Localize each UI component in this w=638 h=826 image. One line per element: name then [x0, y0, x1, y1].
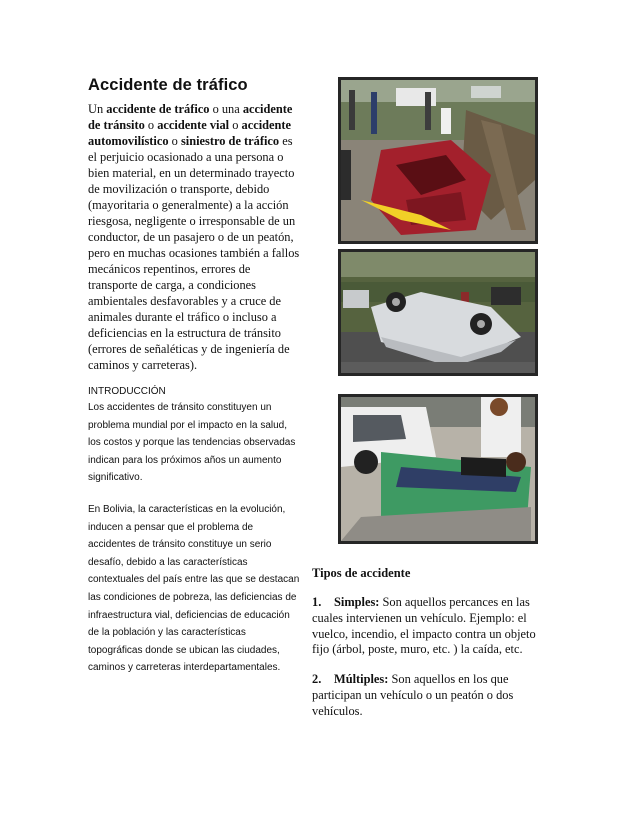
tipo-text: Son aquellos percances en las cuales intervienen un vehículo. Ejemplo: el vuelco, incendio, el impacto contra un objeto fijo (árbol, poste, muro, etc. ) la caída, etc.	[312, 595, 536, 657]
intro-text: o una	[209, 102, 243, 116]
tipo-label: Múltiples:	[334, 672, 389, 687]
tipo-number: 2.	[312, 672, 322, 687]
intro-text: Un	[88, 102, 107, 116]
tipo-label: Simples:	[334, 595, 380, 609]
tipos-heading: Tipos de accidente	[312, 566, 411, 580]
left-column	[88, 76, 300, 691]
term-accidente-automovilistico: accidente automovilístico	[88, 118, 292, 148]
term-siniestro-de-trafico: siniestro de tráfico	[180, 134, 280, 148]
term-accidente-vial: accidente vial	[157, 118, 230, 132]
introduccion-paragraph-1: Los accidentes de tránsito constituyen un problema mundial por el impacto en la salud, los costos y porque las tendencias observadas indican para los próximos años un aumento significativo.	[88, 402, 296, 484]
introduccion-heading: INTRODUCCIÓN	[88, 386, 166, 397]
photo-overturned-car	[338, 249, 538, 376]
intro-text: o	[144, 118, 158, 132]
photo-injured-person-stretcher	[338, 394, 538, 544]
term-accidente-de-transito: accidente de tránsito	[88, 102, 293, 132]
term-accidente-de-trafico: accidente de tráfico	[106, 102, 210, 116]
right-column	[312, 566, 552, 734]
photo-crashed-red-car	[338, 77, 538, 244]
definition-paragraph	[88, 101, 300, 373]
tipo-multiples	[312, 672, 552, 719]
intro-text: es el perjuicio ocasionado a una persona o bien material, en un determinado trayecto de movilización o transporte, debido (mayoritaria o generalmente) a la acción riesgosa, negligente o irresponsable de un conductor, de un pasajero o de un peatón, pero en muchas ocasiones también a fallos mecánicos repentinos, errores de transporte de carga, a condiciones ambientales desfavorables y a cruce de animales durante el tráfico o incluso a deficiencias en la estructura de tránsito (errores de señaléticas y de ingeniería de caminos y carreteras).	[88, 134, 300, 372]
page-title: Accidente de tráfico	[88, 76, 248, 94]
intro-text: o	[168, 134, 181, 148]
tipo-text: Son aquellos en los que participan un vehículo o un peatón o dos vehículos.	[312, 672, 514, 718]
tipo-number: 1.	[312, 595, 322, 609]
intro-text: o	[229, 118, 242, 132]
tipo-simples	[312, 595, 552, 658]
introduccion-paragraph-2: En Bolivia, la características en la evolución, inducen a pensar que el problema de accidentes de tránsito constituye un serio desafío, debido a las características contextuales del país entre las que se destacan las condiciones de pobreza, las deficiencias de infraestructura vial, deficiencias de educación de la población y las características topográficas donde se ubican las ciudades, caminos y carreteras interdepartamentales.	[88, 503, 300, 674]
